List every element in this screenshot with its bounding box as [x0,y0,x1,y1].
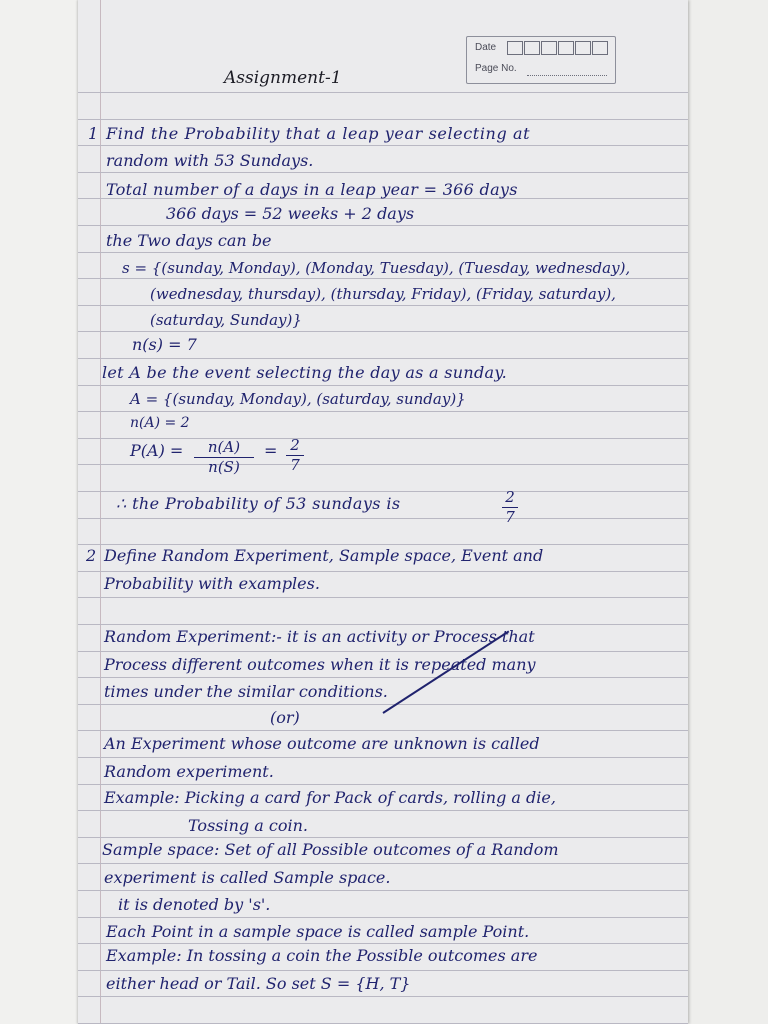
ruled-line [78,225,688,226]
ruled-line [78,92,688,93]
fraction-numerator: 2 [505,488,515,506]
ruled-line [78,810,688,811]
date-cell [507,41,523,55]
ruled-line [78,172,688,173]
text-line: either head or Tail. So set S = {H, T} [106,974,411,993]
page-title: Assignment-1 [224,68,342,88]
page-number-line [527,75,607,76]
fraction-denominator: 7 [505,508,515,526]
ruled-line [78,464,688,465]
date-label: Date [475,42,497,53]
text-line: Total number of a days in a leap year = 366 days [106,180,518,199]
date-cell [592,41,608,55]
text-line: (wednesday, thursday), (thursday, Friday), (Friday, saturday), [150,285,616,303]
text-line: (saturday, Sunday)} [150,311,302,329]
fraction-denominator: 7 [290,456,300,474]
text-line: Probability with examples. [104,574,320,593]
ruled-line [78,730,688,731]
background-right [688,0,768,1024]
ruled-line [78,677,688,678]
question-number-2: 2 [86,546,97,565]
background-left [0,0,80,1024]
ruled-line [78,252,688,253]
ruled-line [78,358,688,359]
text-line: Example: Picking a card for Pack of cards, rolling a die, [104,788,556,807]
text-line: let A be the event selecting the day as a sunday. [102,363,507,382]
text-line: n(s) = 7 [132,335,197,354]
ruled-line [78,863,688,864]
notebook-page [78,0,688,1024]
text-line: s = {(sunday, Monday), (Monday, Tuesday), (Tuesday, wednesday), [122,259,631,277]
ruled-line [78,278,688,279]
ruled-line [78,917,688,918]
text-line: Random experiment. [104,762,274,781]
text-line: n(A) = 2 [130,415,190,431]
date-cells [507,41,608,55]
equals-sign: = [264,441,278,460]
ruled-line [78,305,688,306]
text-line: random with 53 Sundays. [106,151,314,170]
date-cell [575,41,591,55]
ruled-line [78,784,688,785]
question-number-1: 1 [88,124,99,143]
ruled-line [78,571,688,572]
margin-line [100,0,101,1024]
ruled-line [78,438,688,439]
text-line: the Two days can be [106,231,272,250]
ruled-line [78,757,688,758]
date-cell [558,41,574,55]
ruled-line [78,996,688,997]
text-line: Example: In tossing a coin the Possible outcomes are [106,946,538,965]
fraction-numerator: 2 [290,436,300,454]
ruled-line [78,119,688,120]
ruled-line [78,597,688,598]
fraction-denominator: n(S) [208,458,240,476]
ruled-line [78,145,688,146]
text-line: Tossing a coin. [188,816,308,835]
fraction-pa-value [286,436,304,474]
text-line: times under the similar conditions. [104,682,388,701]
text-line: Random Experiment:- it is an activity or Process that [104,627,535,646]
text-line: experiment is called Sample space. [104,868,391,887]
text-line: it is denoted by 's'. [118,895,271,914]
text-line: An Experiment whose outcome are unknown is called [104,734,540,753]
text-line: A = {(sunday, Monday), (saturday, sunday)} [130,390,466,408]
ruled-line [78,411,688,412]
text-line: (or) [270,708,300,727]
ruled-line [78,491,688,492]
ruled-line [78,837,688,838]
ruled-line [78,624,688,625]
date-page-box [466,36,616,84]
ruled-line [78,385,688,386]
text-line: Each Point in a sample space is called sample Point. [106,922,530,941]
ruled-line [78,704,688,705]
text-line: Sample space: Set of all Possible outcomes of a Random [102,840,559,859]
text-line: Find the Probability that a leap year selecting at [106,124,531,143]
fraction-answer [502,488,518,526]
fraction-pa [194,438,254,476]
fraction-numerator: n(A) [207,438,241,456]
text-line: Process different outcomes when it is repeated many [104,655,536,674]
ruled-line [78,970,688,971]
ruled-line [78,518,688,519]
ruled-line [78,651,688,652]
date-cell [541,41,557,55]
ruled-line [78,890,688,891]
date-cell [524,41,540,55]
page-number-label: Page No. [475,63,517,74]
ruled-line [78,943,688,944]
ruled-line [78,331,688,332]
text-line: ∴ the Probability of 53 sundays is [116,494,401,513]
text-line: 366 days = 52 weeks + 2 days [166,204,415,223]
ruled-line [78,544,688,545]
text-line: P(A) = [130,441,184,460]
text-line: Define Random Experiment, Sample space, Event and [104,546,544,565]
